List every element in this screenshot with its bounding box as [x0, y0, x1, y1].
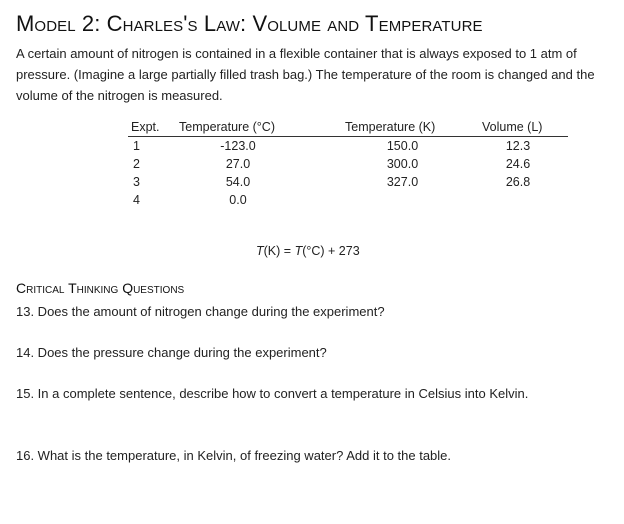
header-temp-celsius: Temperature (°C) — [179, 119, 345, 137]
question-14: 14. Does the pressure change during the experiment? — [16, 345, 327, 360]
intro-text: A certain amount of nitrogen is contained in a flexible container that is always exposed to 1 atm of pressure. (Imagine a large partially filled trash bag.) The temperature of the room is changed and the volume of the nitrogen is measured. — [16, 46, 595, 103]
header-volume: Volume (L) — [482, 119, 568, 137]
header-temp-kelvin: Temperature (K) — [345, 119, 482, 137]
formula-lhs-var: T — [256, 244, 264, 258]
cell-expt: 1 — [133, 139, 140, 153]
question-13: 13. Does the amount of nitrogen change during the experiment? — [16, 304, 385, 319]
intro-paragraph — [16, 43, 606, 106]
cell-volume: 24.6 — [505, 157, 531, 171]
table-row — [128, 137, 568, 156]
cell-temp-kelvin: 327.0 — [386, 175, 419, 189]
kelvin-formula — [256, 244, 360, 258]
cell-volume — [482, 191, 568, 209]
page-title: Model 2: Charles's Law: Volume and Temperature — [16, 11, 483, 36]
formula-lhs-unit: (K) = — [263, 244, 295, 258]
cell-expt: 3 — [133, 175, 140, 189]
cell-volume: 12.3 — [505, 139, 531, 153]
cell-temp-kelvin: 300.0 — [386, 157, 419, 171]
cell-temp-kelvin — [345, 191, 482, 209]
question-16: 16. What is the temperature, in Kelvin, of freezing water? Add it to the table. — [16, 448, 452, 463]
cell-expt: 4 — [133, 193, 140, 207]
cell-temp-celsius: 54.0 — [225, 175, 251, 189]
cell-temp-celsius: -123.0 — [220, 139, 256, 153]
table-row — [128, 191, 568, 209]
cell-temp-celsius: 27.0 — [225, 157, 251, 171]
data-table — [128, 119, 568, 209]
question-15: 15. In a complete sentence, describe how to convert a temperature in Celsius into Kelvin. — [16, 386, 529, 401]
cell-volume: 26.8 — [505, 175, 531, 189]
cell-expt: 2 — [133, 157, 140, 171]
table-row — [128, 155, 568, 173]
cell-temp-celsius: 0.0 — [229, 193, 247, 207]
formula-rhs-rest: (°C) + 273 — [302, 244, 360, 258]
critical-thinking-heading: Critical Thinking Questions — [16, 280, 185, 296]
table-header-row — [128, 119, 568, 137]
cell-temp-kelvin: 150.0 — [386, 139, 419, 153]
table-row — [128, 173, 568, 191]
formula-rhs-var: T — [294, 244, 303, 258]
header-expt: Expt. — [128, 119, 179, 137]
